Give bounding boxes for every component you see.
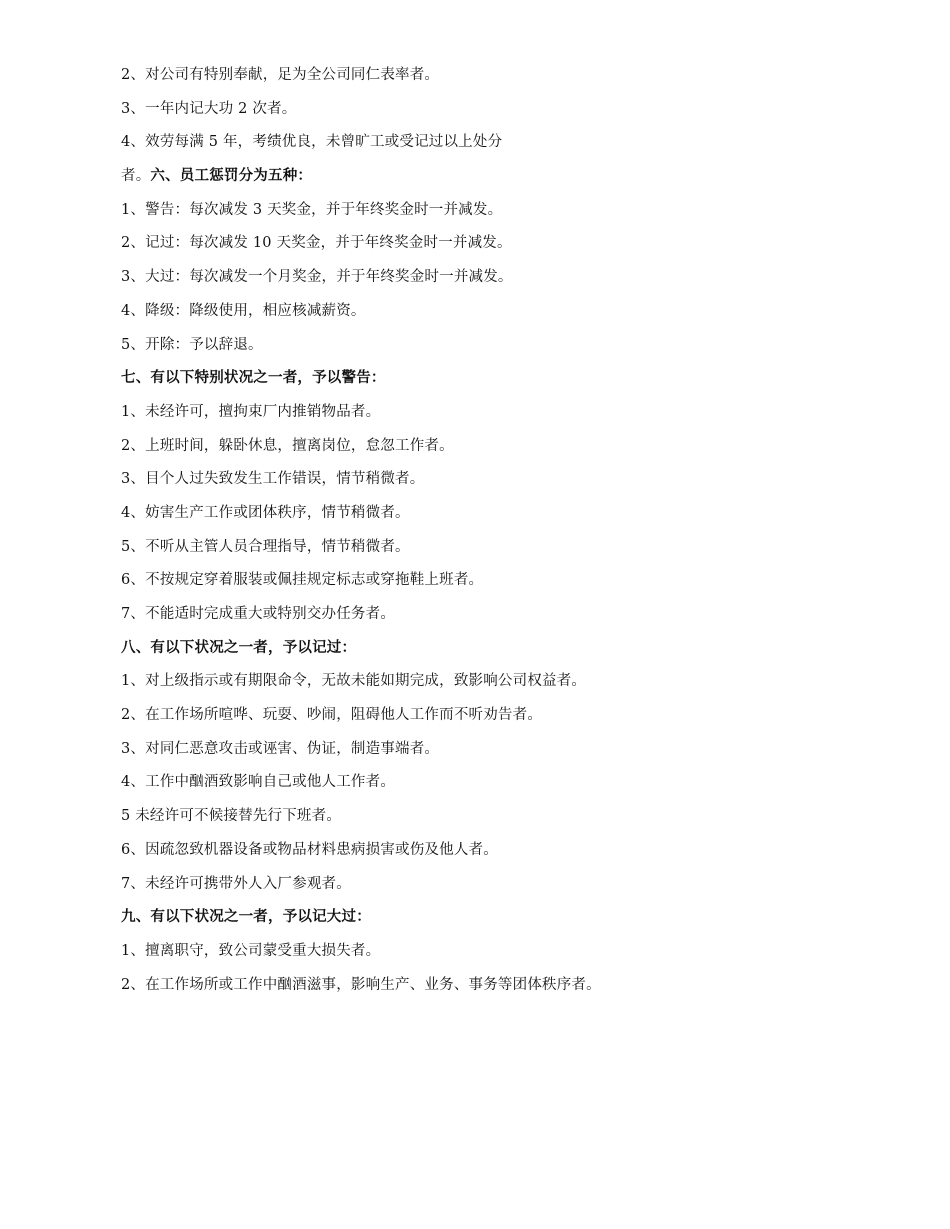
text-line: 4、降级：降级使用，相应核减薪资。 [121,302,366,319]
section-heading: 六、员工惩罚分为五种： [150,167,313,185]
text-line: 3、一年内记大功 2 次者。 [121,100,297,117]
text-line [121,165,901,199]
text-line: 1、擅离职守，致公司蒙受重大损失者。 [121,942,381,959]
section-heading: 九、有以下状况之一者，予以记大过： [121,908,371,926]
text-line: 3、大过：每次减发一个月奖金，并于年终奖金时一并减发。 [121,269,513,286]
text-line-continuation: 者。 [121,168,151,185]
text-line: 2、在工作场所喧哗、玩耍、吵闹，阻碍他人工作而不听劝告者。 [121,707,543,724]
text-line: 5 未经许可不候接替先行下班者。 [121,808,342,825]
text-line: 2、上班时间，躲卧休息，擅离岗位，怠忽工作者。 [121,437,454,454]
text-line: 7、未经许可携带外人入厂参观者。 [121,875,351,892]
text-line: 5、开除：予以辞退。 [121,336,263,353]
document-page [121,64,901,1007]
text-line: 7、不能适时完成重大或特别交办任务者。 [121,606,396,622]
text-line: 3、目个人过失致发生工作错误，情节稍微者。 [121,471,425,488]
section-heading: 七、有以下特别状况之一者，予以警告： [121,369,386,387]
text-line: 1、对上级指示或有期限命令，无故未能如期完成，致影响公司权益者。 [121,673,587,690]
section-heading: 八、有以下状况之一者，予以记过： [121,638,357,656]
text-line: 3、对同仁恶意攻击或诬害、伪证，制造事端者。 [121,740,440,757]
text-line: 6、因疏忽致机器设备或物品材料患病损害或伤及他人者。 [121,841,498,858]
text-line: 2、对公司有特别奉献，足为全公司同仁表率者。 [121,67,440,83]
text-line: 4、妨害生产工作或团体秩序，情节稍微者。 [121,504,410,521]
text-line: 2、在工作场所或工作中酗酒滋事，影响生产、业务、事务等团体秩序者。 [121,976,601,993]
text-line: 1、未经许可，擅拘束厂内推销物品者。 [121,403,381,420]
text-line: 5、不听从主管人员合理指导，情节稍微者。 [121,538,410,555]
text-line: 2、记过：每次减发 10 天奖金，并于年终奖金时一并减发。 [121,235,512,252]
text-line: 6、不按规定穿着服装或佩挂规定标志或穿拖鞋上班者。 [121,572,484,589]
text-line: 1、警告：每次减发 3 天奖金，并于年终奖金时一并减发。 [121,201,503,218]
text-line: 4、工作中酗酒致影响自己或他人工作者。 [121,774,396,791]
text-line: 4、效劳每满 5 年，考绩优良，未曾旷工或受记过以上处分 [121,134,503,151]
